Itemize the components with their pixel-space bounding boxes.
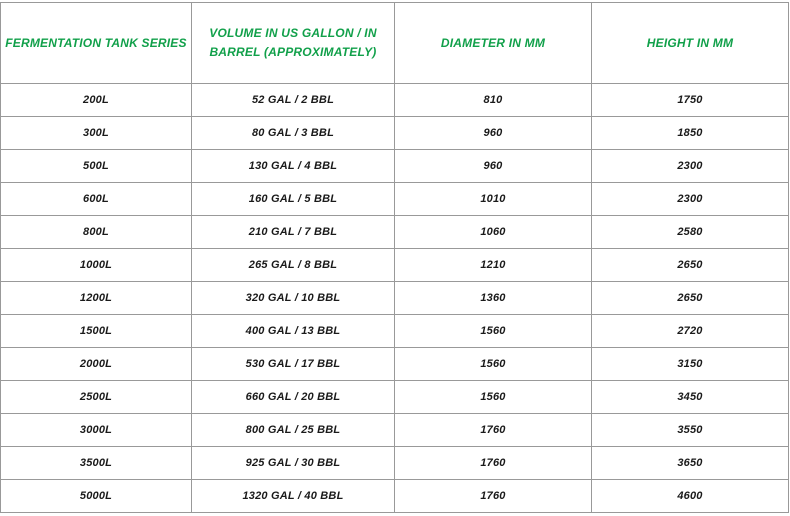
cell-diameter: 1010: [394, 183, 591, 216]
cell-volume: 265 GAL / 8 BBL: [191, 249, 394, 282]
table-row: [1, 348, 789, 381]
table-row: [1, 150, 789, 183]
cell-volume: 530 GAL / 17 BBL: [191, 348, 394, 381]
cell-series: 3500L: [1, 447, 192, 480]
cell-diameter: 1360: [394, 282, 591, 315]
table-row: [1, 216, 789, 249]
cell-volume: 400 GAL / 13 BBL: [191, 315, 394, 348]
cell-height: 2720: [591, 315, 788, 348]
table-row: [1, 447, 789, 480]
cell-series: 5000L: [1, 480, 192, 513]
cell-series: 600L: [1, 183, 192, 216]
cell-diameter: 1560: [394, 348, 591, 381]
cell-diameter: 960: [394, 150, 591, 183]
cell-height: 4600: [591, 480, 788, 513]
cell-series: 800L: [1, 216, 192, 249]
cell-height: 2300: [591, 150, 788, 183]
cell-diameter: 1210: [394, 249, 591, 282]
cell-height: 2580: [591, 216, 788, 249]
header-height: HEIGHT IN MM: [591, 3, 788, 84]
header-series: FERMENTATION TANK SERIES: [1, 3, 192, 84]
cell-series: 1200L: [1, 282, 192, 315]
cell-series: 1000L: [1, 249, 192, 282]
cell-diameter: 1760: [394, 414, 591, 447]
table-row: [1, 282, 789, 315]
cell-volume: 52 GAL / 2 BBL: [191, 84, 394, 117]
table-row: [1, 249, 789, 282]
cell-volume: 160 GAL / 5 BBL: [191, 183, 394, 216]
cell-series: 500L: [1, 150, 192, 183]
cell-height: 3650: [591, 447, 788, 480]
cell-height: 2300: [591, 183, 788, 216]
cell-diameter: 1560: [394, 381, 591, 414]
cell-height: 3550: [591, 414, 788, 447]
cell-volume: 1320 GAL / 40 BBL: [191, 480, 394, 513]
table-row: [1, 84, 789, 117]
cell-diameter: 810: [394, 84, 591, 117]
cell-volume: 800 GAL / 25 BBL: [191, 414, 394, 447]
cell-diameter: 1760: [394, 480, 591, 513]
cell-height: 1850: [591, 117, 788, 150]
cell-volume: 320 GAL / 10 BBL: [191, 282, 394, 315]
cell-height: 3450: [591, 381, 788, 414]
fermentation-tank-table: [0, 2, 789, 513]
table-row: [1, 117, 789, 150]
cell-diameter: 1760: [394, 447, 591, 480]
table-header-row: [1, 3, 789, 84]
cell-diameter: 960: [394, 117, 591, 150]
header-diameter: DIAMETER IN MM: [394, 3, 591, 84]
cell-series: 200L: [1, 84, 192, 117]
table-body: [1, 84, 789, 513]
cell-series: 2000L: [1, 348, 192, 381]
header-volume: VOLUME IN US GALLON / IN BARREL (APPROXIMATELY): [191, 3, 394, 84]
table-row: [1, 414, 789, 447]
cell-height: 1750: [591, 84, 788, 117]
cell-volume: 210 GAL / 7 BBL: [191, 216, 394, 249]
cell-volume: 130 GAL / 4 BBL: [191, 150, 394, 183]
table-row: [1, 381, 789, 414]
table-row: [1, 480, 789, 513]
cell-volume: 80 GAL / 3 BBL: [191, 117, 394, 150]
cell-volume: 925 GAL / 30 BBL: [191, 447, 394, 480]
table-row: [1, 183, 789, 216]
cell-diameter: 1560: [394, 315, 591, 348]
table-row: [1, 315, 789, 348]
cell-height: 2650: [591, 249, 788, 282]
cell-series: 2500L: [1, 381, 192, 414]
cell-series: 1500L: [1, 315, 192, 348]
cell-diameter: 1060: [394, 216, 591, 249]
cell-series: 300L: [1, 117, 192, 150]
cell-height: 2650: [591, 282, 788, 315]
cell-height: 3150: [591, 348, 788, 381]
cell-volume: 660 GAL / 20 BBL: [191, 381, 394, 414]
cell-series: 3000L: [1, 414, 192, 447]
